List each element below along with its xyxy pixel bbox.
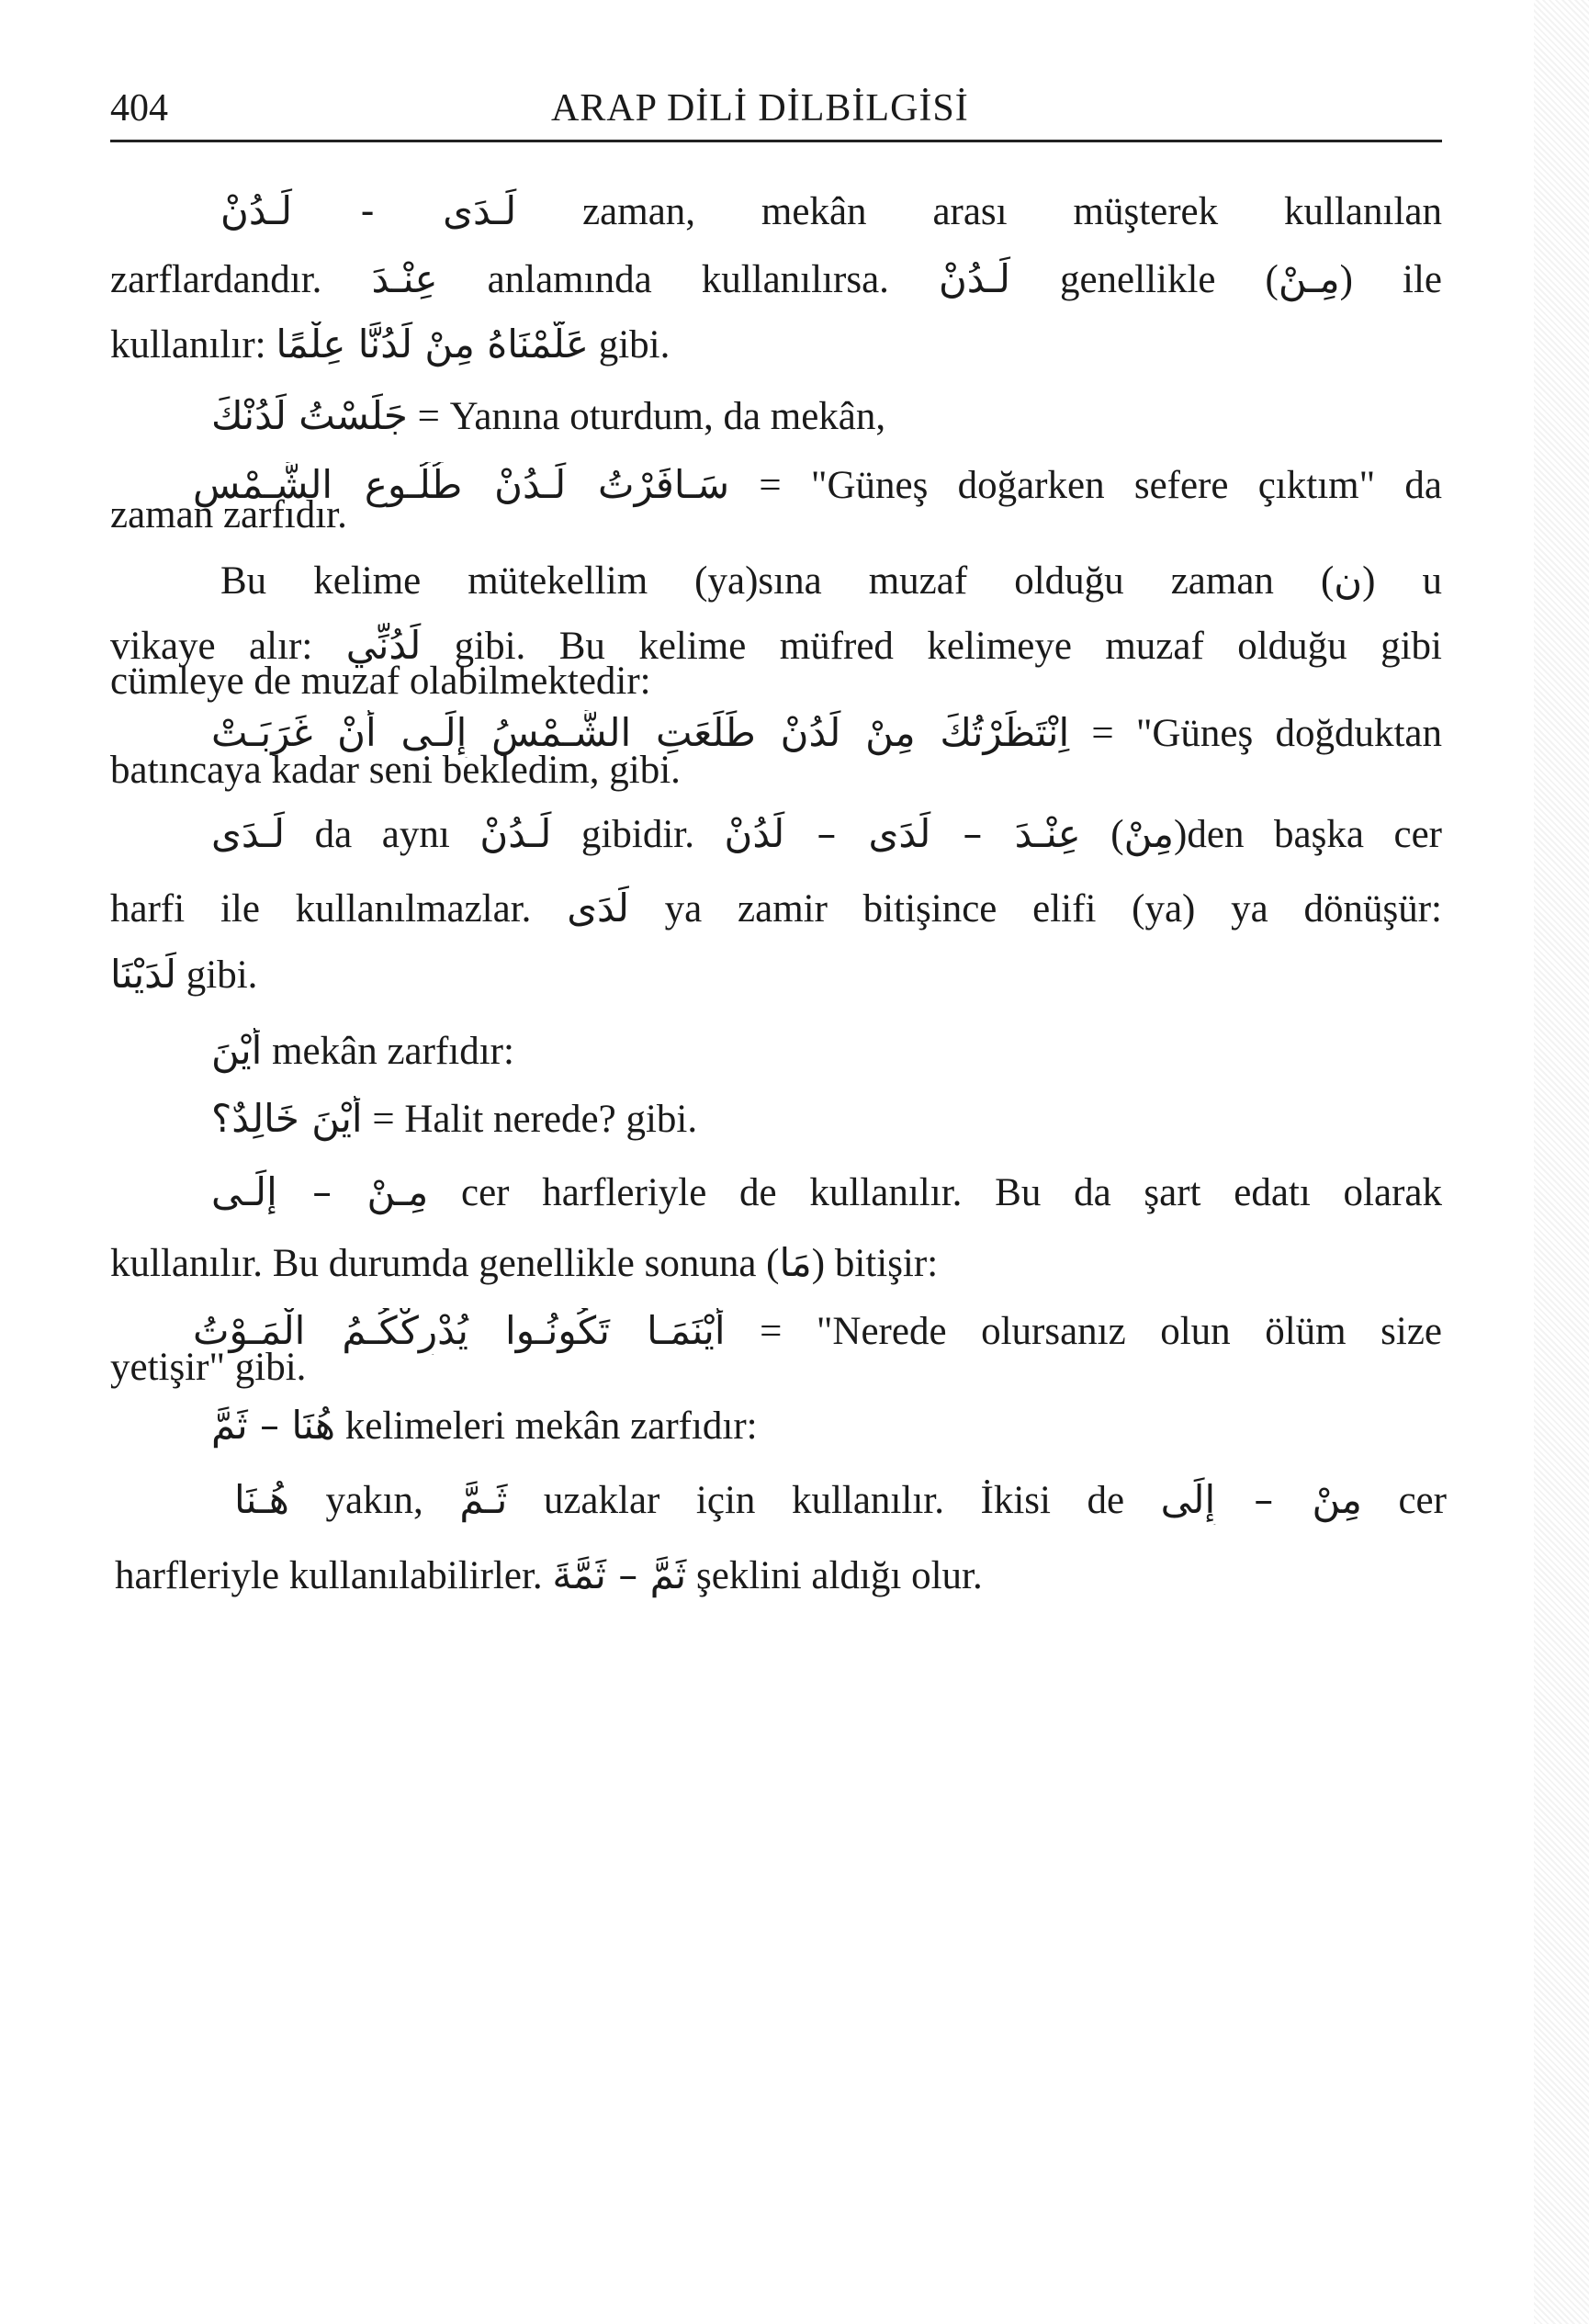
arabic-phrase: أَيْنَ خَالِدٌ؟ xyxy=(211,1095,363,1141)
text-line xyxy=(110,952,1442,999)
running-title: ARAP DİLİ DİLBİLGİSİ xyxy=(551,87,969,130)
arabic-phrase: لَدَيْنَا xyxy=(110,951,177,997)
turkish-text: ya zamir bitişince elifi (ya) ya dönüşür: xyxy=(628,887,1442,931)
arabic-phrase: لَـدَى - لَـدُنْ xyxy=(220,188,517,233)
turkish-text: kullanılır. Bu durumda genellikle sonuna ( xyxy=(110,1242,780,1286)
text-line xyxy=(110,747,1442,795)
turkish-text: ( xyxy=(1080,812,1124,856)
arabic-phrase: لَـدَى xyxy=(211,810,286,856)
turkish-text: anlamında kullanılırsa. xyxy=(437,257,939,301)
turkish-text: gibi. Bu kelime müfred kelimeye muzaf olduğu gibi xyxy=(421,625,1442,669)
page-header xyxy=(110,75,1442,142)
turkish-text: cümleye de muzaf olabilmektedir: xyxy=(110,659,651,703)
arabic-phrase: مِنْ – إِلَى xyxy=(1160,1477,1362,1523)
turkish-text: = Halit nerede? gibi. xyxy=(362,1097,698,1141)
arabic-phrase: اِنْتَظَرْتُكَ مِنْ لَدُنْ طَلَعَتِ الشَّـمْسُ إِلَـى أَنْ غَرَبَـتْ xyxy=(211,710,1070,756)
turkish-text: zaman zarfıdır. xyxy=(110,492,347,536)
turkish-text: mekân zarfıdır: xyxy=(262,1030,514,1074)
turkish-text: uzaklar için kullanılır. İkisi de xyxy=(507,1479,1161,1523)
text-line xyxy=(110,1240,1442,1288)
arabic-phrase: عِنْـدَ xyxy=(371,255,438,301)
turkish-text: = Yanına oturdum, da mekân, xyxy=(407,394,886,438)
turkish-text: yakın, xyxy=(288,1479,460,1523)
arabic-phrase: لَـدُنْ xyxy=(938,255,1010,301)
turkish-text: vikaye alır: xyxy=(110,625,346,669)
text-line xyxy=(220,188,1442,236)
turkish-text: )den başka cer xyxy=(1174,812,1442,856)
arabic-phrase: لَدَى xyxy=(567,886,629,931)
text-line xyxy=(110,1344,1442,1392)
arabic-phrase: أَيْنَ xyxy=(211,1028,263,1074)
turkish-text: şeklini aldığı olur. xyxy=(686,1554,983,1598)
turkish-text: = "Güneş doğarken sefere çıktım" da xyxy=(729,464,1442,508)
arabic-phrase: عَلَّمْنَاهُ مِنْ لَدُنَّا عِلْمًا xyxy=(276,322,589,367)
turkish-text: harfleriyle kullanılabilirler. xyxy=(115,1554,553,1598)
turkish-text: batıncaya kadar seni bekledim, gibi. xyxy=(110,748,681,792)
text-line xyxy=(211,1403,1442,1450)
text-line xyxy=(211,393,1442,441)
turkish-text: gibi. xyxy=(176,953,258,997)
text-line xyxy=(211,1028,1442,1076)
turkish-text: gibidir. xyxy=(551,812,725,856)
arabic-phrase: ثَـمَّ xyxy=(459,1477,508,1523)
arabic-phrase: مِـنْ – إِلَـى xyxy=(211,1168,429,1214)
turkish-text: = "Güneş doğduktan xyxy=(1069,712,1442,756)
turkish-text: cer harfleriyle de kullanılır. Bu da şart edatı olarak xyxy=(428,1170,1442,1214)
text-line xyxy=(110,886,1442,933)
arabic-phrase: مِنْ xyxy=(1123,810,1175,856)
arabic-phrase: مِـنْ xyxy=(1278,255,1340,301)
arabic-phrase: سَـافَرْتُ لَـدُنْ طُلُـوعِ الشَّـمْسِ xyxy=(193,462,730,508)
page-edge-shading xyxy=(1534,0,1589,2324)
text-line xyxy=(110,491,1442,539)
text-line xyxy=(110,256,1442,304)
turkish-text: kelimeleri mekân zarfıdır: xyxy=(334,1404,758,1448)
text-line xyxy=(211,811,1442,859)
arabic-phrase: لَـدُنْ xyxy=(479,810,552,856)
arabic-phrase: هُـنَا xyxy=(234,1477,289,1523)
arabic-phrase: أَيْنَمَـا تَكُونُـوا يُدْرِكْكُـمُ الْمَـوْتُ xyxy=(193,1307,726,1353)
turkish-text: da aynı xyxy=(285,812,480,856)
turkish-text: genellikle ( xyxy=(1009,257,1279,301)
turkish-text: ) ile xyxy=(1339,257,1442,301)
text-line xyxy=(211,1096,1442,1144)
text-line xyxy=(110,658,1442,705)
turkish-text: ) u xyxy=(1362,558,1442,603)
turkish-text: Bu kelime mütekellim (ya)sına muzaf olduğu zaman ( xyxy=(220,558,1335,603)
turkish-text: zaman, mekân arası müşterek kullanılan xyxy=(516,190,1442,233)
arabic-phrase: ثَمَّ – ثَمَّةَ xyxy=(552,1552,687,1598)
turkish-text: kullanılır: xyxy=(110,323,276,367)
arabic-phrase: لَدُنِّي xyxy=(345,623,422,669)
text-line xyxy=(115,1552,1447,1600)
text-line xyxy=(110,322,1442,369)
arabic-phrase: عِنْـدَ – لَدَى – لَدُنْ xyxy=(724,810,1081,856)
text-line xyxy=(234,1477,1447,1525)
turkish-text: harfi ile kullanılmazlar. xyxy=(110,887,568,931)
arabic-phrase: هُنَا – ثَمَّ xyxy=(211,1402,335,1448)
text-line xyxy=(211,1169,1442,1217)
arabic-phrase: ن xyxy=(1334,557,1363,603)
turkish-text: cer xyxy=(1361,1479,1447,1523)
turkish-text: = "Nerede olursanız olun ölüm size xyxy=(725,1309,1442,1353)
turkish-text: yetişir" gibi. xyxy=(110,1346,307,1390)
arabic-phrase: مَا xyxy=(779,1240,812,1286)
page-body xyxy=(110,188,1447,1598)
turkish-text: gibi. xyxy=(588,323,671,367)
turkish-text: ) bitişir: xyxy=(811,1242,939,1286)
turkish-text: zarflardandır. xyxy=(110,257,372,301)
text-line xyxy=(220,558,1442,605)
page-number: 404 xyxy=(110,87,168,130)
arabic-phrase: جَلَسْتُ لَدُنْكَ xyxy=(211,392,408,438)
